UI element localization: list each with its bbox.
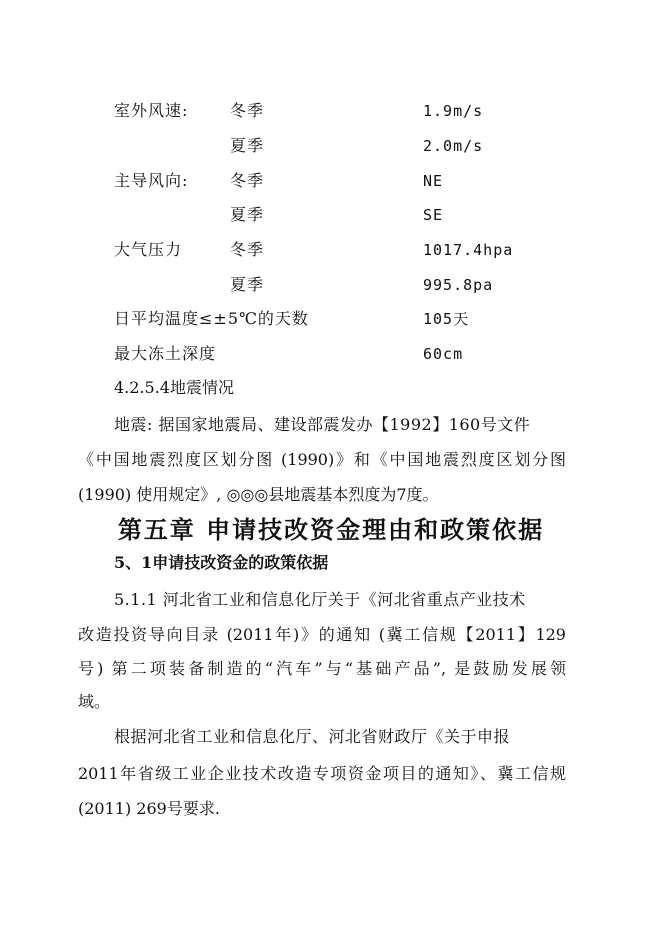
wind-speed-winter-value: 1.9m/s <box>423 102 484 120</box>
wind-direction-summer-row <box>0 201 662 229</box>
wind-speed-summer-value: 2.0m/s <box>423 137 484 155</box>
wind-speed-winter-row <box>0 97 662 125</box>
earthquake-line-2: 《中国地震烈度区划分图 (1990)》和《中国地震烈度区划分图 <box>78 450 566 469</box>
para1-line-4: 域。 <box>78 692 111 711</box>
wind-direction-winter-value: NE <box>423 172 444 190</box>
season-winter: 冬季 <box>230 240 265 259</box>
cold-days-value: 105天 <box>423 310 470 328</box>
wind-direction-winter-row <box>0 167 662 195</box>
pressure-label: 大气压力 <box>114 240 183 259</box>
cold-days-label: 日平均温度≤±5℃的天数 <box>114 309 309 328</box>
season-winter: 冬季 <box>230 101 265 120</box>
earthquake-line-1: 地震: 据国家地震局、建设部震发办【1992】160号文件 <box>114 415 531 434</box>
para1-line-2: 改造投资导向目录 (2011年)》的通知 (冀工信规【2011】129 <box>78 625 566 644</box>
frost-depth-label: 最大冻土深度 <box>114 344 217 363</box>
season-summer: 夏季 <box>230 205 265 224</box>
section-heading: 5、1申请技改资金的政策依据 <box>114 553 329 572</box>
pressure-summer-value: 995.8pa <box>423 276 494 294</box>
season-winter: 冬季 <box>230 171 265 190</box>
wind-direction-summer-value: SE <box>423 206 444 224</box>
earthquake-heading: 4.2.5.4地震情况 <box>114 378 234 397</box>
frost-depth-row <box>0 340 662 368</box>
pressure-winter-row <box>0 236 662 264</box>
frost-depth-value: 60cm <box>423 345 464 363</box>
para2-line-2: 2011年省级工业企业技术改造专项资金项目的通知》、冀工信规 <box>78 764 566 783</box>
para2-line-3: (2011) 269号要求. <box>78 799 220 818</box>
pressure-winter-value: 1017.4hpa <box>423 241 514 259</box>
season-summer: 夏季 <box>230 275 265 294</box>
wind-speed-summer-row <box>0 132 662 160</box>
cold-days-row <box>0 305 662 333</box>
para2-line-1: 根据河北省工业和信息化厅、河北省财政厅《关于申报 <box>114 727 511 746</box>
para1-line-1: 5.1.1 河北省工业和信息化厅关于《河北省重点产业技术 <box>114 590 526 609</box>
para1-line-3: 号) 第二项装备制造的“汽车”与“基础产品”, 是鼓励发展领 <box>78 659 566 678</box>
season-summer: 夏季 <box>230 136 265 155</box>
chapter-title: 第五章 申请技改资金理由和政策依据 <box>117 515 545 544</box>
wind-direction-label: 主导风向: <box>114 171 189 190</box>
pressure-summer-row <box>0 271 662 299</box>
earthquake-line-3: (1990) 使用规定》, ◎◎◎县地震基本烈度为7度。 <box>78 485 439 504</box>
wind-speed-label: 室外风速: <box>114 101 189 120</box>
